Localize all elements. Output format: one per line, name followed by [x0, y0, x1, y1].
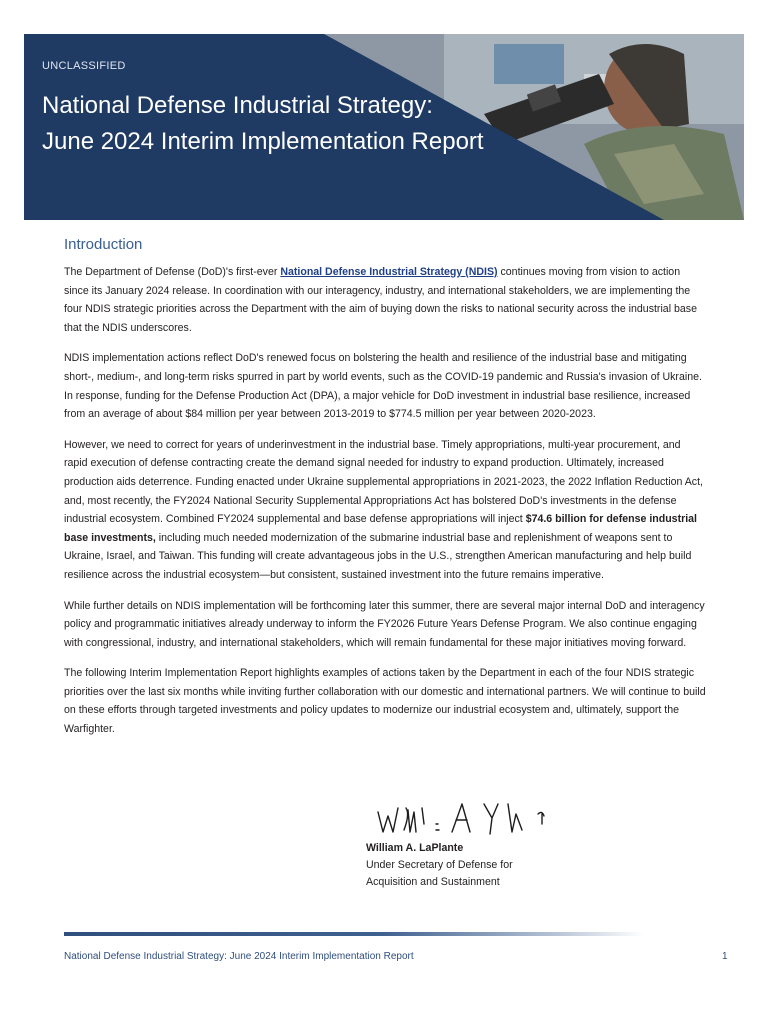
p1-text-before: The Department of Defense (DoD)'s first-ever	[64, 266, 281, 278]
classification-label: UNCLASSIFIED	[42, 60, 126, 72]
section-heading-introduction: Introduction	[64, 236, 143, 253]
report-title	[42, 88, 562, 160]
p1-text-after: continues moving from vision to action since its January 2024 release. In coordination with our interagency, industry, and international stakeholders, we are implementing the four NDIS strategic priorities across the Department with the aim of buying down the risks to national security across the industrial base that the NDIS underscores.	[64, 266, 697, 334]
p3-text-before: However, we need to correct for years of underinvestment in the industrial base. Timely appropriations, multi-year procurement, and rapid execution of defense contracting create the demand signal needed for industry to expand production. Ultimately, increased production aids deterrence. Funding enacted under Ukraine supplemental appropriations in 2021-2023, the 2022 Inflation Reduction Act, and, most recently, the FY2024 National Security Supplemental Appropriations Act has bolstered DoD's investments in the defense industrial ecosystem. Combined FY2024 supplemental and base defense appropriations will inject	[64, 438, 703, 526]
signer-title-line-1: Under Secretary of Defense for	[366, 859, 513, 871]
signer-name: William A. LaPlante	[366, 842, 464, 854]
signature-block	[366, 794, 686, 891]
intro-paragraph-2: NDIS implementation actions reflect DoD's renewed focus on bolstering the health and resilience of the industrial base and mitigating short-, medium-, and long-term risks spurred in part by world events, such as the COVID-19 pandemic and Russia's invasion of Ukraine. In response, funding for the Defense Production Act (DPA), a major vehicle for DoD investment in industrial base resilience, increased from an average of about $84 million per year between 2013-2019 to $774.5 million per year between 2020-2023.	[64, 352, 702, 421]
intro-section	[64, 236, 706, 751]
report-title-line-2: June 2024 Interim Implementation Report	[42, 128, 484, 155]
investment-highlight: $74.6 billion for defense industrial base investments,	[64, 513, 697, 544]
handwritten-signature	[366, 794, 586, 840]
intro-paragraph-3	[64, 436, 706, 585]
page-number: 1	[722, 951, 728, 962]
intro-paragraph-1	[64, 263, 706, 337]
p3-text-after: including much needed modernization of the submarine industrial base and replenishment of weapons sent to Ukraine, Israel, and Taiwan. This funding will create advantageous jobs in the U.S., strengthen American manufacturing and help build resilience across the industrial ecosystem—but consistent, sustained investment into the future remains imperative.	[64, 531, 692, 581]
intro-paragraph-4: While further details on NDIS implementation will be forthcoming later this summer, there are several major internal DoD and interagency policy and programmatic initiatives already underway to inform the FY2026 Future Years Defense Program. We also continue engaging with congressional, industry, and international stakeholders, which will remain fundamental for these major initiatives moving forward.	[64, 599, 705, 649]
signer-title-line-2: Acquisition and Sustainment	[366, 876, 500, 888]
report-title-line-1: National Defense Industrial Strategy:	[42, 92, 433, 119]
footer-title: National Defense Industrial Strategy: June 2024 Interim Implementation Report	[64, 951, 414, 962]
ndis-link[interactable]: National Defense Industrial Strategy (NDIS)	[280, 266, 498, 278]
intro-paragraph-5: The following Interim Implementation Report highlights examples of actions taken by the Department in each of the four NDIS strategic priorities over the last six months while inviting further collaboration with our domestic and international partners. We will continue to build on these efforts through targeted investments and policy updates to modernize our industrial ecosystem and, ultimately, support the Warfighter.	[64, 667, 706, 736]
footer-divider	[64, 932, 644, 936]
